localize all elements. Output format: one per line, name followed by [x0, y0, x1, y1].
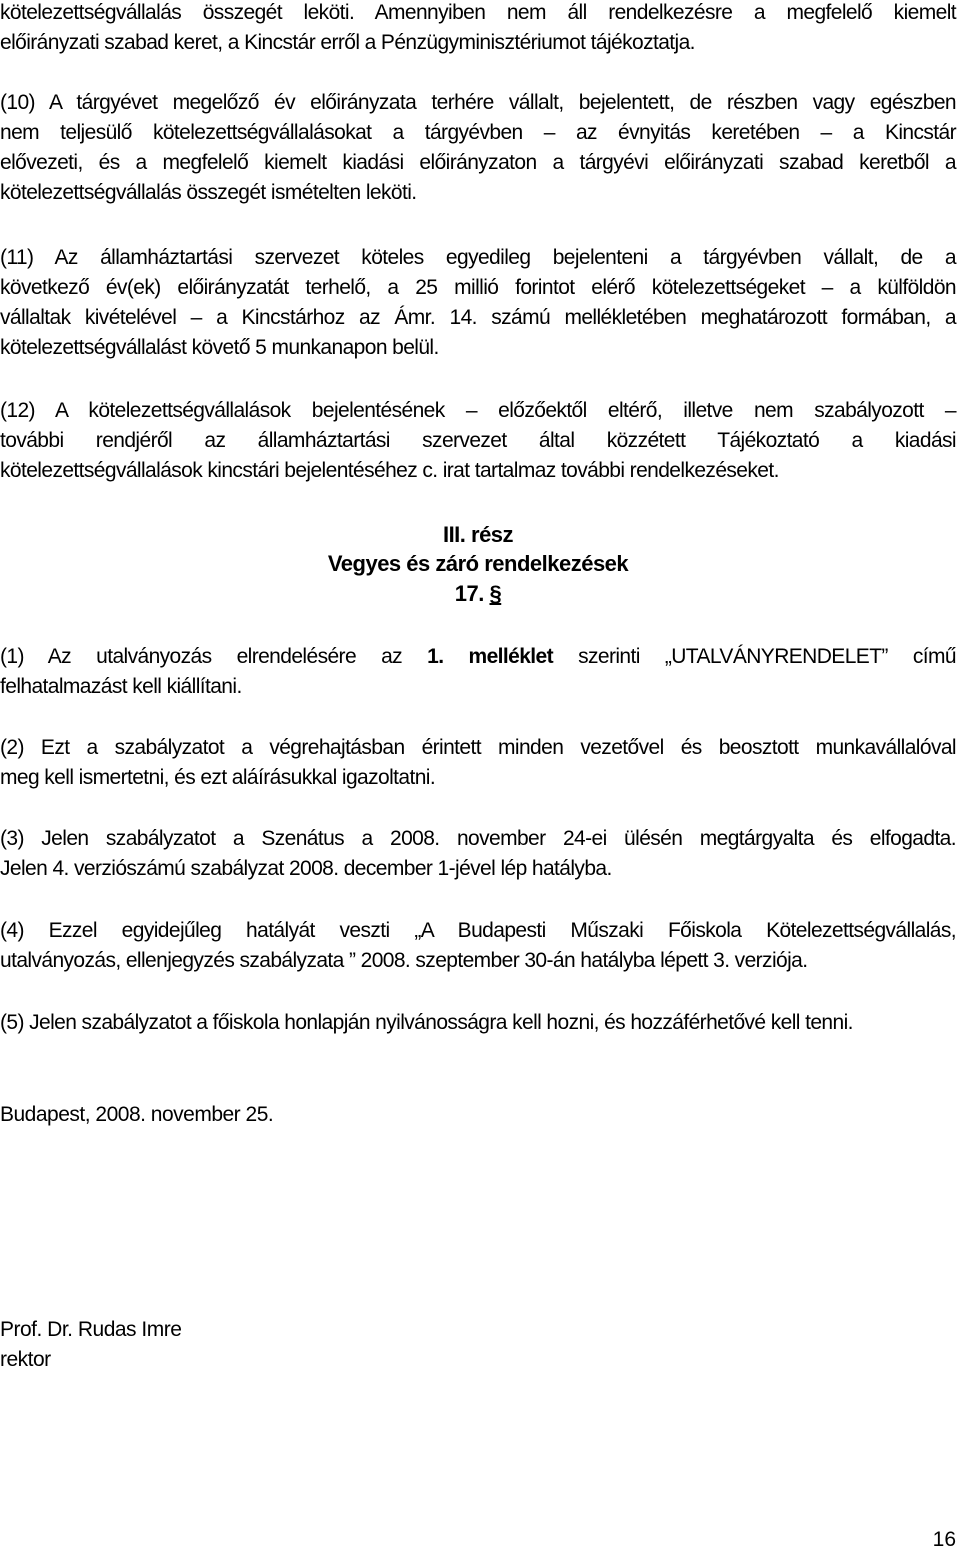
annex-word: melléklet — [468, 645, 554, 668]
signatory-name: Prof. Dr. Rudas Imre — [0, 1318, 182, 1341]
text-line: (4) Ezzel egyidejűleg hatályát veszti „A Budapesti Műszaki Főiskola Kötelezettségvállalás, — [0, 919, 956, 942]
text-line: előirányzati szabad keret, a Kincstár erről a Pénzügyminisztériumot tájékoztatja. — [0, 31, 695, 54]
part-title: Vegyes és záró rendelkezések — [327, 551, 629, 576]
text-line: Jelen 4. verziószámú szabályzat 2008. december 1-jével lép hatályba. — [0, 857, 612, 880]
text-line: kötelezettségvállalást követő 5 munkanapon belül. — [0, 336, 439, 359]
text-line: felhatalmazást kell kiállítani. — [0, 675, 242, 698]
section-heading — [0, 579, 956, 609]
part-heading: III. rész — [442, 522, 514, 547]
text-line: kötelezettségvállalások kincstári bejelentéséhez c. irat tartalmaz további rendelkezéseket. — [0, 459, 779, 482]
section-sign: § — [489, 581, 502, 606]
page-number: 16 — [932, 1528, 956, 1551]
text-line: (3) Jelen szabályzatot a Szenátus a 2008. november 24-ei ülésén megtárgyalta és elfogadta. — [0, 827, 956, 850]
text-line: utalványozás, ellenjegyzés szabályzata ” 2008. szeptember 30-án hatályba lépett 3. verziója. — [0, 949, 808, 972]
text-line: (10) A tárgyévet megelőző év előirányzata terhére vállalt, bejelentett, de részben vagy egészben — [0, 91, 956, 114]
paragraph-17-3 — [0, 824, 956, 884]
text-line: (5) Jelen szabályzatot a főiskola honlapján nyilvánosságra kell hozni, és hozzáférhetővé kell tenni. — [0, 1011, 853, 1034]
section-number: 17. — [454, 581, 484, 606]
annex-number: 1. — [427, 645, 444, 668]
paragraph-10 — [0, 88, 956, 208]
paragraph-17-1 — [0, 642, 956, 702]
text-segment: szerinti „UTALVÁNYRENDELET” című — [553, 645, 956, 668]
paragraph-11 — [0, 243, 956, 363]
signatory-title: rektor — [0, 1348, 51, 1371]
paragraph-17-2 — [0, 733, 956, 793]
text-segment: (1) Az utalványozás elrendelésére az — [0, 645, 428, 668]
text-line — [0, 642, 956, 672]
text-line: kötelezettségvállalás összegét leköti. Amennyiben nem áll rendelkezésre a megfelelő kiemelt — [0, 1, 956, 24]
text-line: kötelezettségvállalás összegét ismételten leköti. — [0, 181, 417, 204]
paragraph-continuation — [0, 0, 956, 58]
paragraph-17-5 — [0, 1008, 956, 1038]
text-line: nem teljesülő kötelezettségvállalásokat a tárgyévben – az évnyitás keretében – a Kincstár — [0, 121, 956, 144]
text-line: meg kell ismertetni, és ezt aláírásukkal igazoltatni. — [0, 766, 436, 789]
text-line: (12) A kötelezettségvállalások bejelentésének – előzőektől eltérő, illetve nem szabályozott – — [0, 399, 956, 422]
text-line: elővezeti, és a megfelelő kiemelt kiadási előirányzaton a tárgyévi előirányzati szabad keretből a — [0, 151, 956, 174]
text-line: vállaltak kivételével – a Kincstárhoz az Ámr. 14. számú mellékletében meghatározott formában, a — [0, 306, 956, 329]
text-space — [443, 645, 468, 668]
paragraph-12 — [0, 396, 956, 486]
text-line: következő év(ek) előirányzatát terhelő, a 25 millió forintot elérő kötelezettségeket – a külföldön — [0, 276, 956, 299]
text-line: (2) Ezt a szabályzatot a végrehajtásban érintett minden vezetővel és beosztott munkavállalóval — [0, 736, 956, 759]
text-line: (11) Az államháztartási szervezet köteles egyedileg bejelenteni a tárgyévben vállalt, de a — [0, 246, 956, 269]
text-line: további rendjéről az államháztartási szervezet által közzétett Tájékoztató a kiadási — [0, 429, 956, 452]
place-and-date: Budapest, 2008. november 25. — [0, 1103, 274, 1126]
paragraph-17-4 — [0, 916, 956, 976]
